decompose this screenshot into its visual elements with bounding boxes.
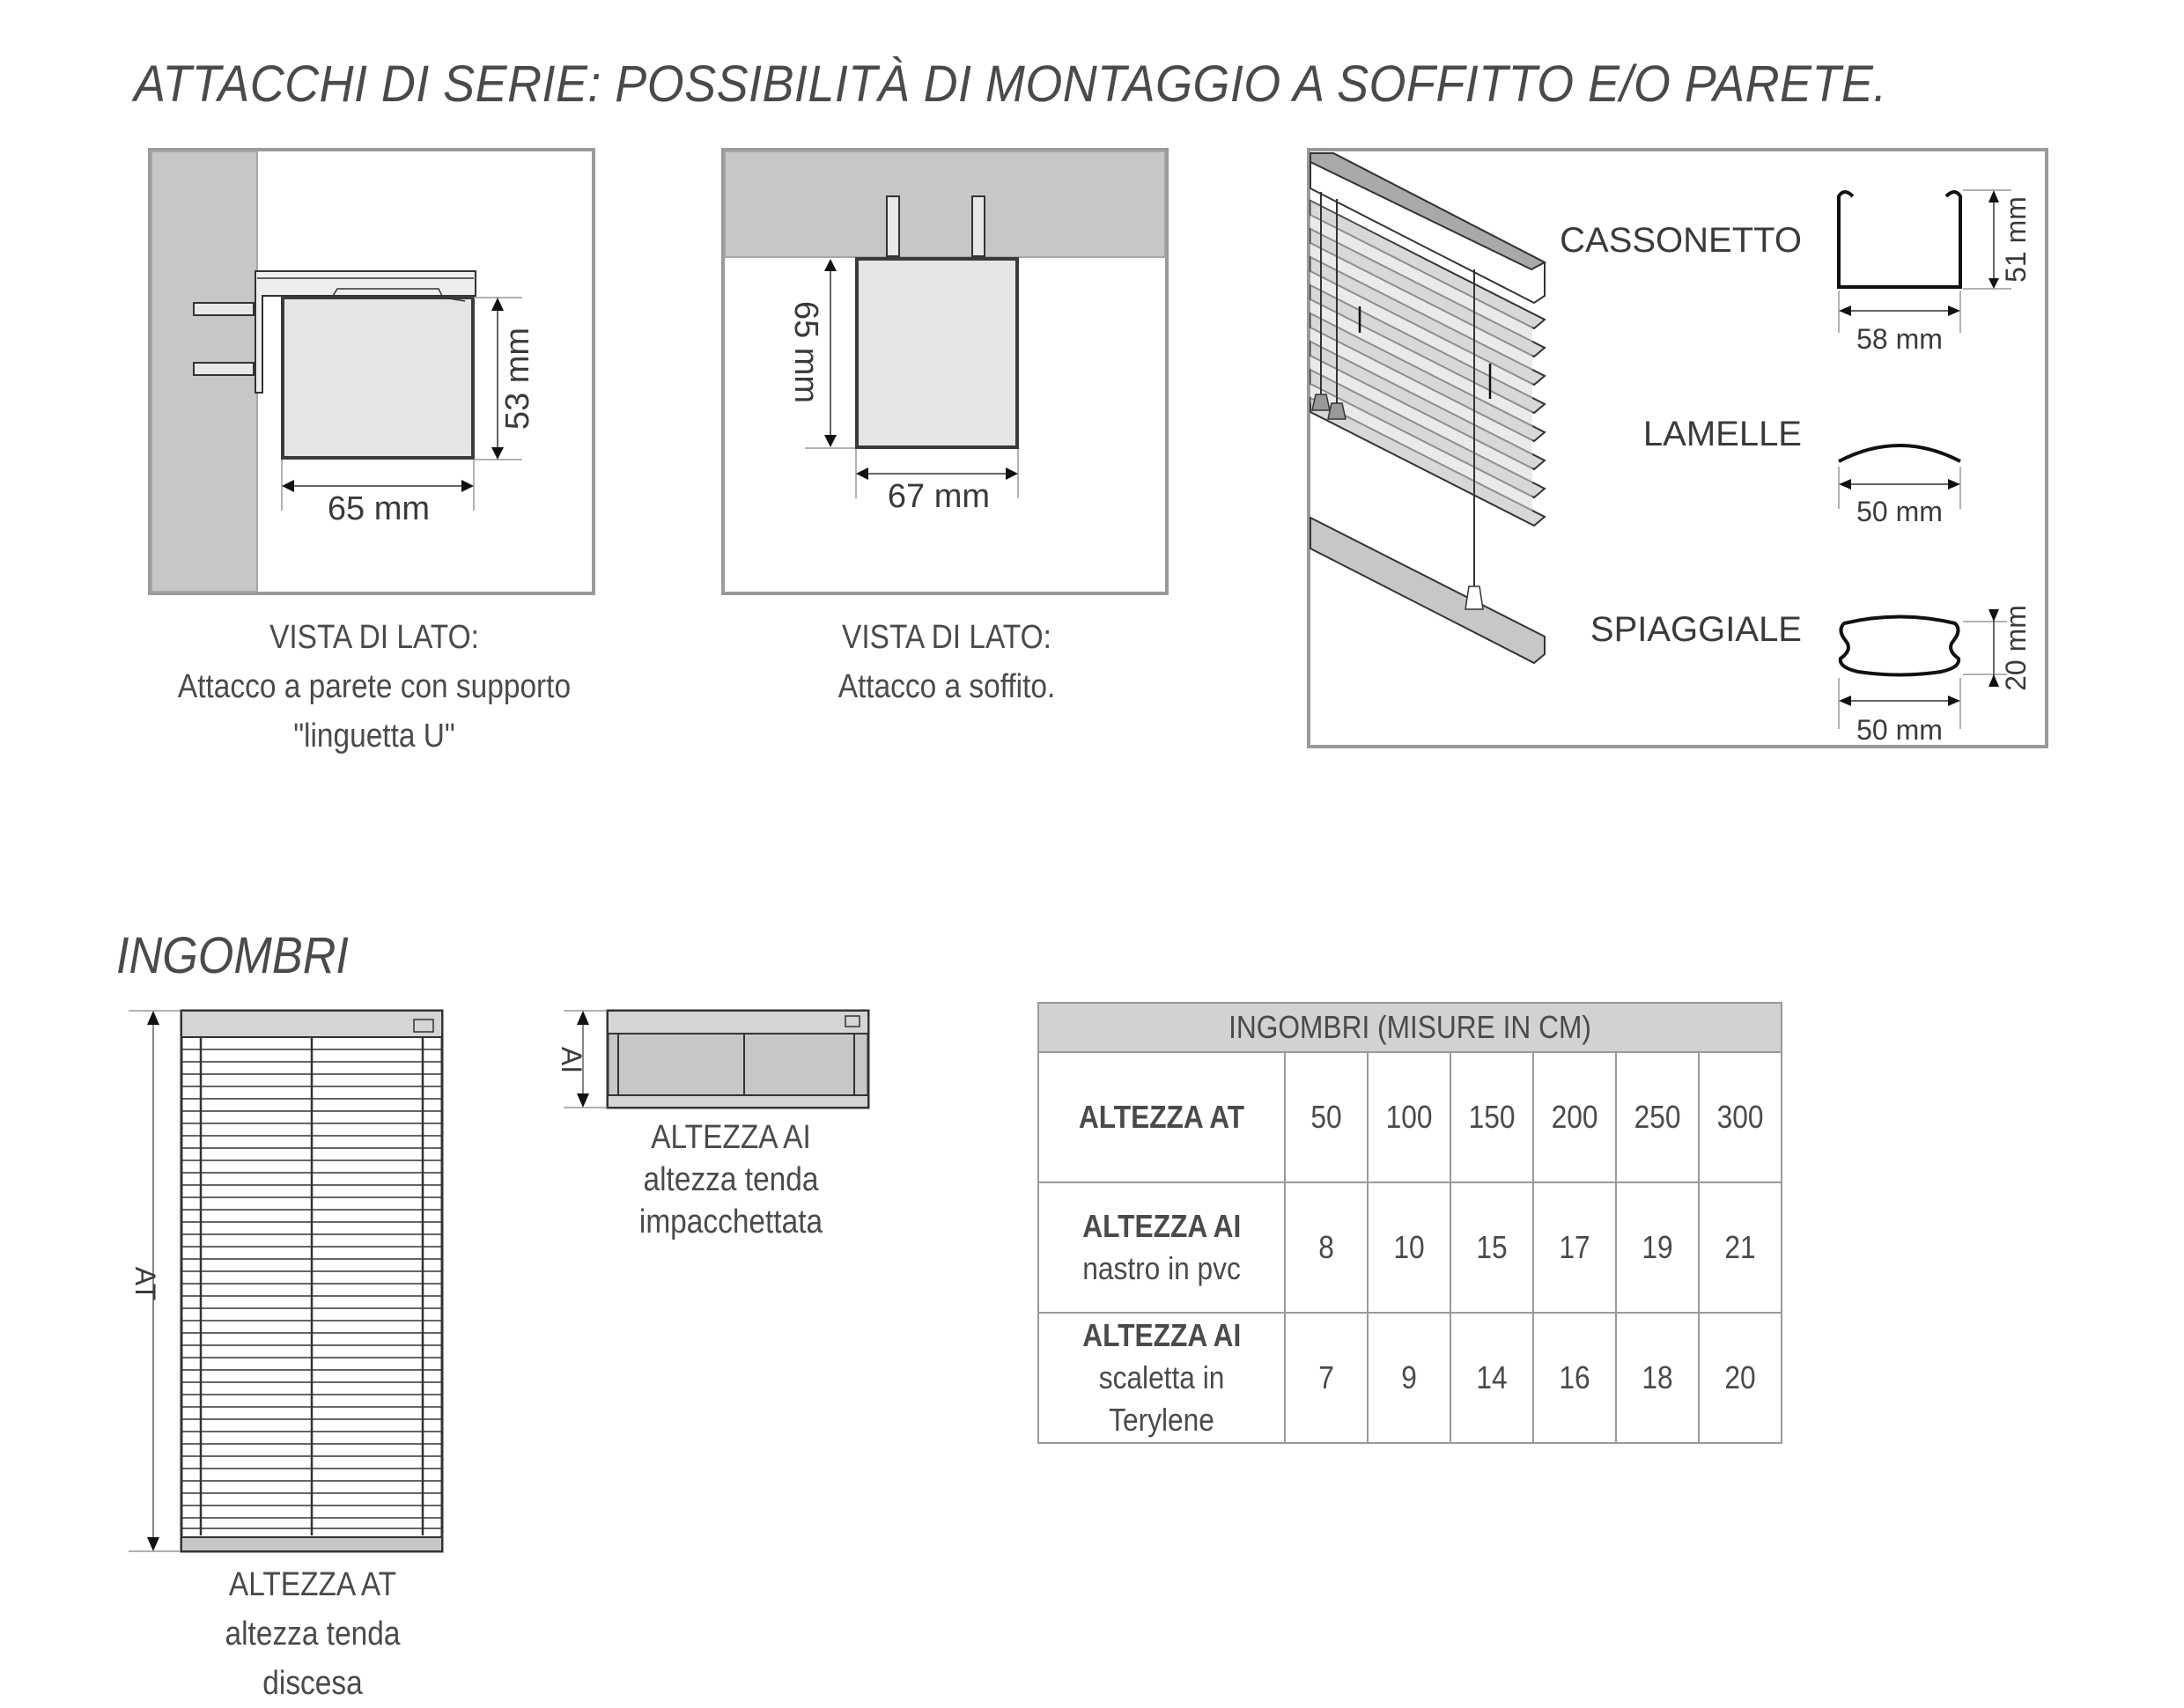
ceiling-section bbox=[725, 151, 1165, 257]
headrail bbox=[181, 1011, 442, 1037]
wall-mount-caption bbox=[138, 613, 611, 761]
headrail-profile bbox=[857, 259, 1017, 447]
dim-height-label: 65 mm bbox=[787, 300, 824, 404]
table-cell: 250 bbox=[1616, 1052, 1699, 1182]
dim-label: 58 mm bbox=[1856, 323, 1943, 355]
table-cell: 15 bbox=[1450, 1182, 1533, 1313]
table-cell: 17 bbox=[1533, 1182, 1616, 1313]
ceiling-mount-caption bbox=[711, 613, 1184, 711]
caption-line: VISTA DI LATO: bbox=[842, 619, 1051, 656]
caption-line: ALTEZZA AT bbox=[228, 1566, 397, 1603]
table-title: INGOMBRI (MISURE IN CM) bbox=[1038, 1003, 1782, 1052]
table-cell: 16 bbox=[1533, 1313, 1616, 1443]
table-cell: 7 bbox=[1285, 1313, 1368, 1443]
table-cell: 200 bbox=[1533, 1052, 1616, 1182]
caption-line: Attacco a soffito. bbox=[837, 668, 1056, 705]
table-cell: 8 bbox=[1285, 1182, 1368, 1313]
dim-height-label: 53 mm bbox=[499, 327, 536, 431]
table-cell: 100 bbox=[1368, 1052, 1450, 1182]
table-row bbox=[1038, 1182, 1782, 1313]
table-cell: 10 bbox=[1368, 1182, 1450, 1313]
bottom-rail bbox=[608, 1095, 868, 1108]
dim-label: 51 mm bbox=[2000, 196, 2032, 283]
ai-caption bbox=[576, 1116, 886, 1243]
ceiling-mount-diagram bbox=[721, 148, 1170, 595]
profile-label: LAMELLE bbox=[1642, 415, 1802, 453]
headrail-profile bbox=[283, 298, 473, 458]
table-cell: 14 bbox=[1450, 1313, 1533, 1443]
dim-label: 50 mm bbox=[1856, 496, 1943, 527]
table-cell: 300 bbox=[1699, 1052, 1782, 1182]
table-cell: 21 bbox=[1699, 1182, 1782, 1313]
page-title: ATTACCHI DI SERIE: POSSIBILITÀ DI MONTAGGIO A SOFFITTO E/O PARETE. bbox=[134, 55, 1887, 113]
caption-line: impacchettata bbox=[638, 1204, 823, 1241]
caption-line: discesa bbox=[262, 1665, 363, 1702]
caption-line: altezza tenda bbox=[643, 1161, 819, 1198]
table-cell: 150 bbox=[1450, 1052, 1533, 1182]
dim-width-label: 65 mm bbox=[327, 490, 431, 527]
at-caption bbox=[154, 1560, 472, 1708]
caption-line: VISTA DI LATO: bbox=[269, 619, 479, 656]
profile-label: CASSONETTO bbox=[1560, 221, 1802, 260]
row-header: ALTEZZA AT bbox=[1038, 1052, 1285, 1182]
ai-height-diagram bbox=[546, 1004, 872, 1118]
table-cell: 50 bbox=[1285, 1052, 1368, 1182]
profiles-diagram bbox=[1307, 148, 2050, 750]
caption-line: "linguetta U" bbox=[293, 718, 455, 755]
row-header: ALTEZZA AI nastro in pvc bbox=[1038, 1182, 1285, 1313]
caption-line: ALTEZZA AI bbox=[651, 1119, 811, 1156]
dim-label: AT bbox=[129, 1266, 161, 1301]
wall-mount-diagram bbox=[148, 148, 595, 595]
headrail bbox=[608, 1011, 868, 1034]
caption-line: Attacco a parete con supporto bbox=[177, 668, 572, 705]
table-cell: 19 bbox=[1616, 1182, 1699, 1313]
row-header: ALTEZZA AI scaletta in Terylene bbox=[1038, 1313, 1285, 1443]
bottom-rail bbox=[181, 1537, 442, 1551]
table-cell: 18 bbox=[1616, 1313, 1699, 1443]
profile-label: SPIAGGIALE bbox=[1590, 610, 1802, 649]
dim-label: AI bbox=[556, 1046, 587, 1074]
table-cell: 20 bbox=[1699, 1313, 1782, 1443]
caption-line: altezza tenda bbox=[225, 1616, 401, 1653]
ingombri-table bbox=[1037, 1002, 1782, 1444]
table-row bbox=[1038, 1313, 1782, 1443]
at-height-diagram bbox=[123, 1004, 458, 1558]
table-row bbox=[1038, 1052, 1782, 1182]
table-cell: 9 bbox=[1368, 1313, 1450, 1443]
dim-label: 50 mm bbox=[1856, 714, 1943, 746]
dim-label: 20 mm bbox=[2000, 605, 2032, 691]
section-heading: INGOMBRI bbox=[116, 927, 349, 984]
dim-width-label: 67 mm bbox=[887, 478, 991, 515]
